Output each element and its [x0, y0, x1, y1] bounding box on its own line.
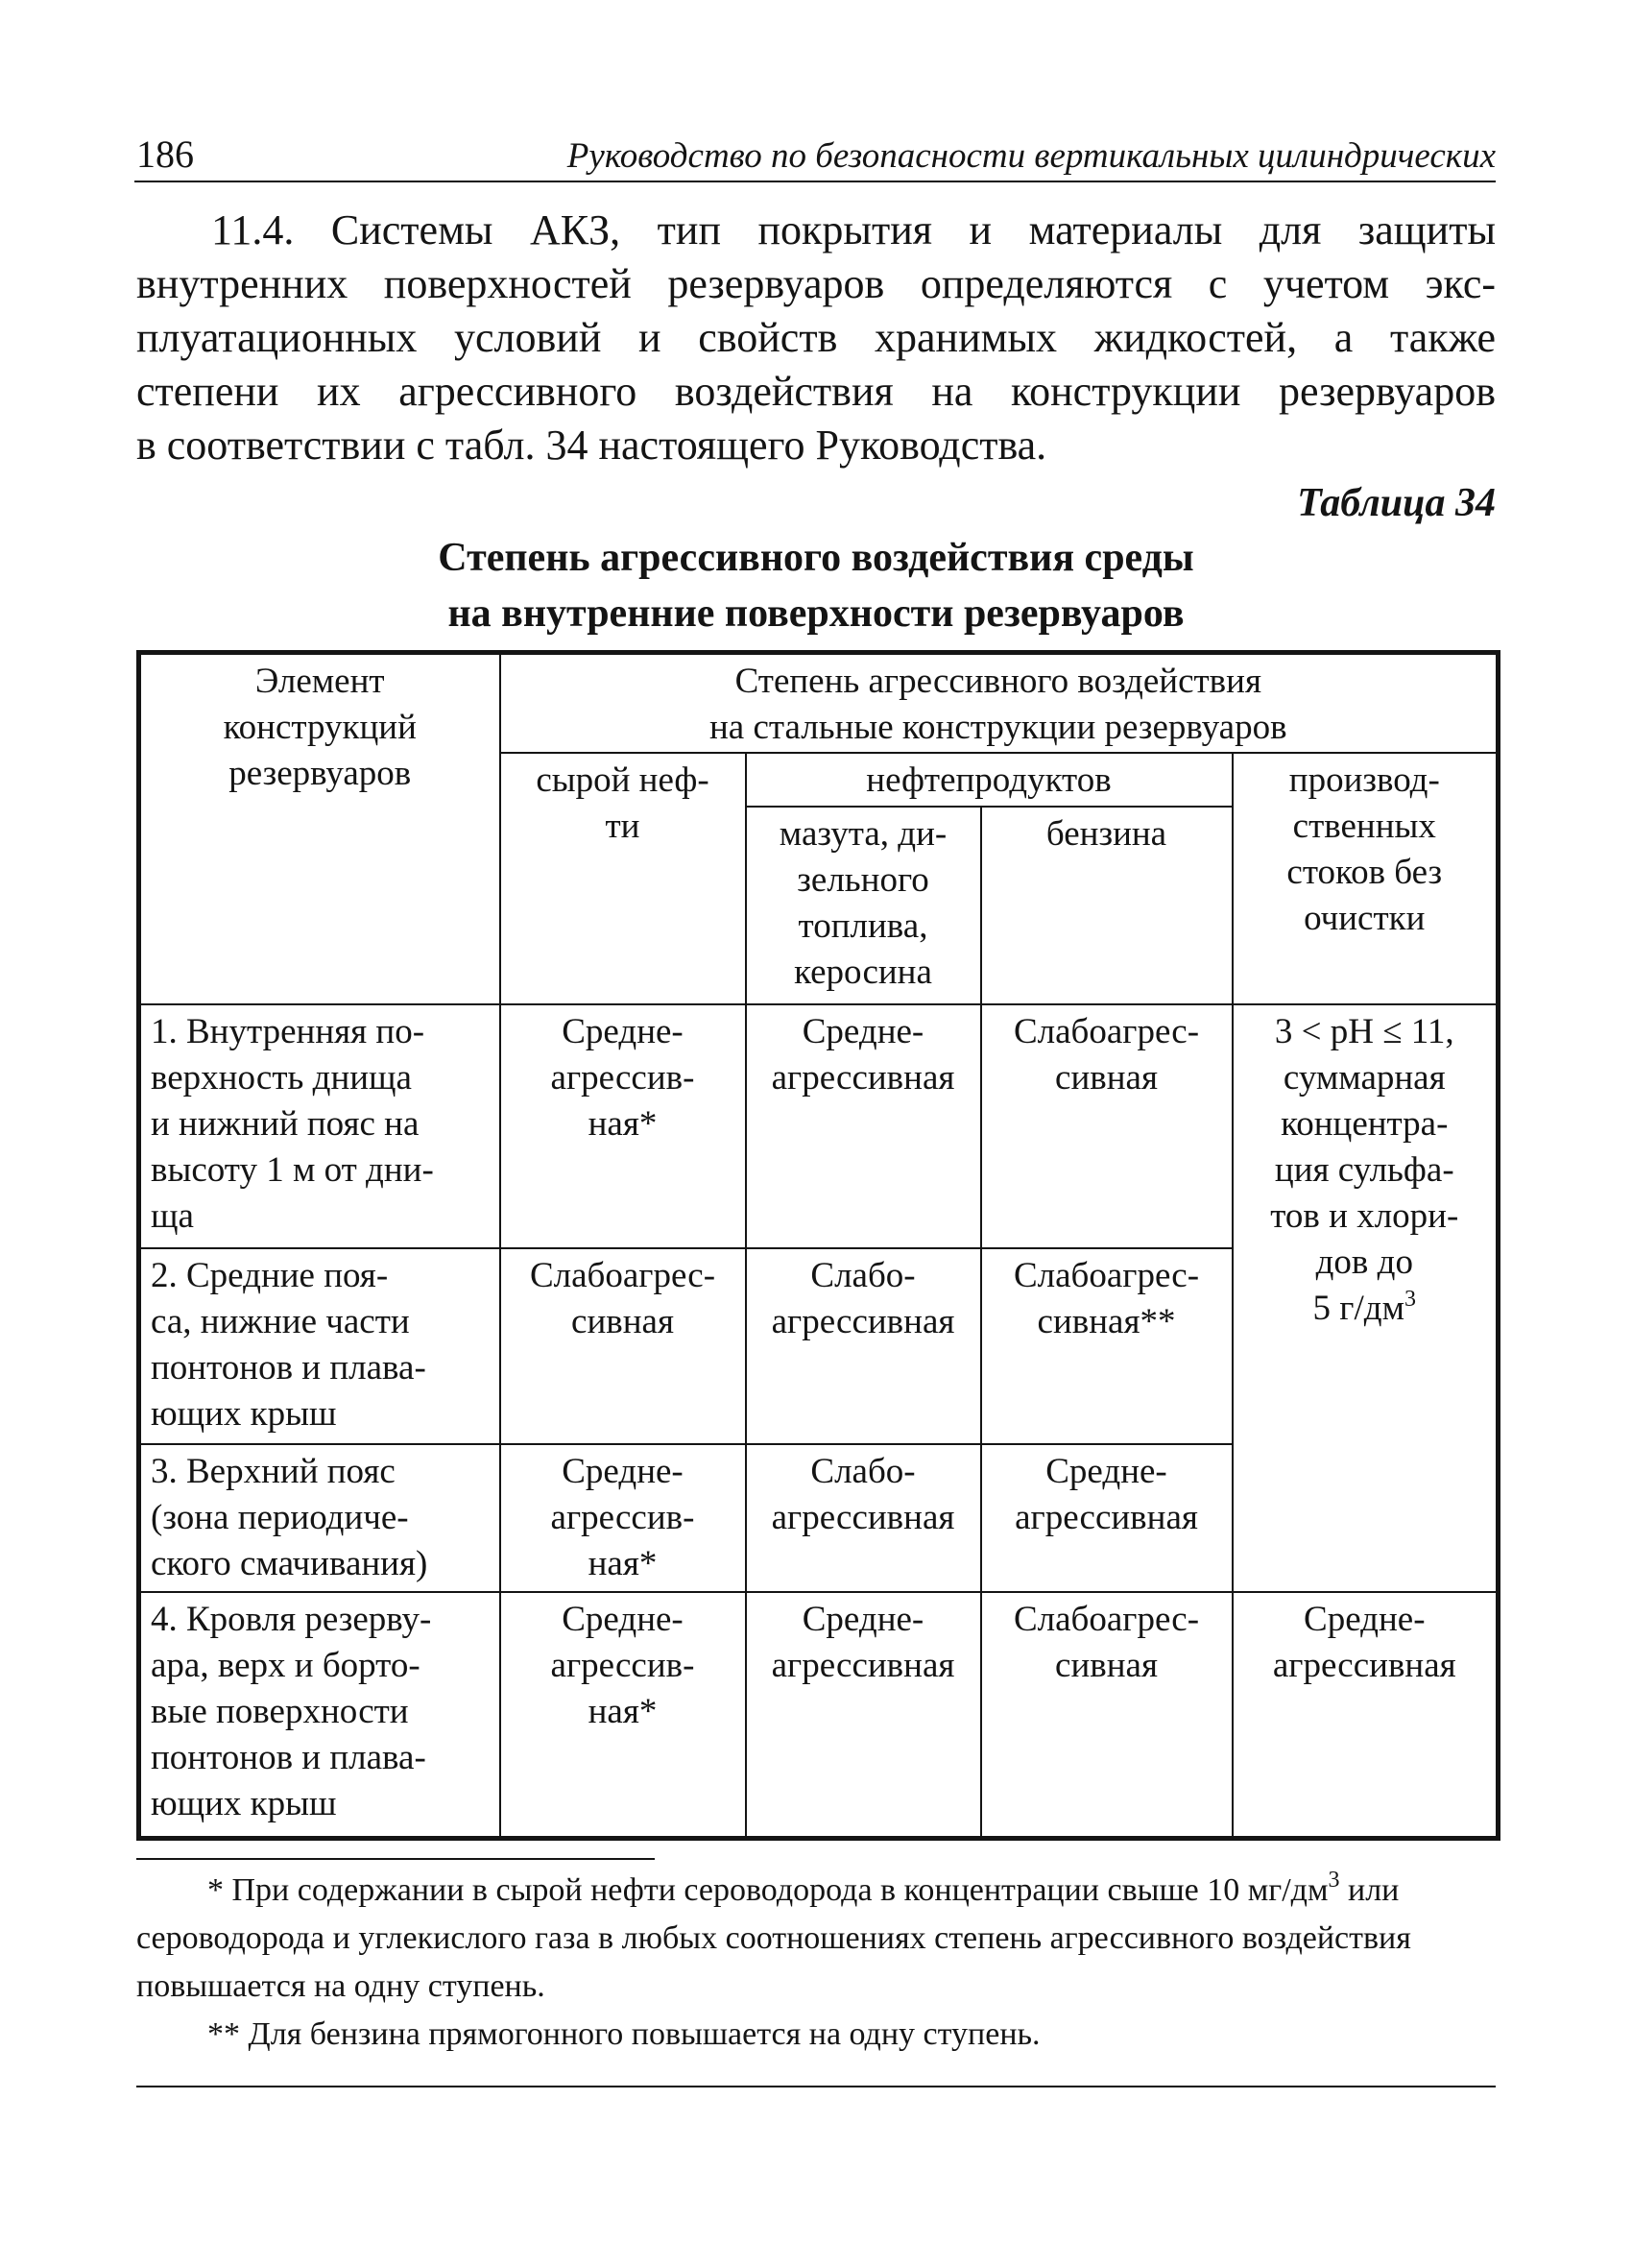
row-gasoline: Средне- агрессивная — [981, 1444, 1233, 1592]
row-wastewater-merged: 3 < pH ≤ 11, суммарная концентра- ция сульфа- тов и хлори- дов до 5 $г/дм^3$ — [1233, 1004, 1499, 1592]
header-wastewater: производ- ственных стоков без очистки — [1233, 753, 1499, 1004]
bottom-rule — [136, 2086, 1496, 2087]
table-row — [139, 1004, 1499, 1248]
row-element: 2. Средние поя- са, нижние части понтонов и плава- ющих крыш — [139, 1248, 500, 1444]
running-header — [134, 133, 1496, 182]
page-number: 186 — [136, 133, 194, 176]
table-row — [139, 1592, 1499, 1838]
row-mazut: Средне- агрессивная — [746, 1004, 981, 1248]
paragraph-line: плуатационных условий и свойств хранимых жидкостей, а также — [136, 314, 1496, 361]
table-number: Таблица 34 — [1297, 481, 1496, 525]
row-crude: Средне- агрессив- ная* — [500, 1004, 746, 1248]
aggressiveness-table — [136, 650, 1500, 1841]
row-wastewater: Средне- агрессивная — [1233, 1592, 1499, 1838]
header-mazut: мазута, ди- зельного топлива, керосина — [746, 807, 981, 1004]
paragraph-line: 11.4. Системы АКЗ, тип покрытия и материалы для защиты — [211, 206, 1496, 253]
row-element: 1. Внутренняя по- верхность днища и нижний пояс на высоту 1 м от дни- ща — [139, 1004, 500, 1248]
paragraph-line: в соответствии с табл. 34 настоящего Руководства. — [136, 422, 1047, 469]
header-crude-oil: сырой неф- ти — [500, 753, 746, 1004]
footnote-1: * При содержании в сырой нефти сероводорода в концентрации свыше 10 $мг/дм^3$ или — [207, 1868, 1400, 1908]
footnote-1-line-2: сероводорода и углекислого газа в любых соотношениях степень агрессивного воздействия — [136, 1920, 1411, 1956]
footnote-1-line-3: повышается на одну ступень. — [136, 1968, 545, 2004]
table-title-line: на внутренние поверхности резервуаров — [447, 591, 1185, 636]
row-crude: Средне- агрессив- ная* — [500, 1592, 746, 1838]
row-mazut: Слабо- агрессивная — [746, 1444, 981, 1592]
row-mazut: Средне- агрессивная — [746, 1592, 981, 1838]
row-gasoline: Слабоагрес- сивная** — [981, 1248, 1233, 1444]
paragraph-line: внутренних поверхностей резервуаров определяются с учетом экс- — [136, 260, 1496, 307]
row-element: 3. Верхний пояс (зона периодиче- ского смачивания) — [139, 1444, 500, 1592]
footnote-2: ** Для бензина прямогонного повышается на одну ступень. — [207, 2016, 1041, 2052]
header-element: Элемент конструкций резервуаров — [139, 653, 500, 1004]
table-title-line: Степень агрессивного воздействия среды — [438, 536, 1194, 580]
table-title — [136, 530, 1496, 641]
row-crude: Средне- агрессив- ная* — [500, 1444, 746, 1592]
footnote-rule — [136, 1858, 655, 1860]
row-gasoline: Слабоагрес- сивная — [981, 1004, 1233, 1248]
row-mazut: Слабо- агрессивная — [746, 1248, 981, 1444]
row-crude: Слабоагрес- сивная — [500, 1248, 746, 1444]
footnotes — [136, 1867, 1496, 2059]
running-title: Руководство по безопасности вертикальных цилиндрических — [566, 136, 1496, 176]
header-degree: Степень агрессивного воздействия на стальные конструкции резервуаров — [500, 653, 1499, 753]
row-gasoline: Слабоагрес- сивная — [981, 1592, 1233, 1838]
paragraph-line: степени их агрессивного воздействия на конструкции резервуаров — [136, 368, 1496, 415]
header-gasoline: бензина — [981, 807, 1233, 1004]
section-paragraph — [136, 204, 1496, 472]
header-oil-products: нефтепродуктов — [746, 753, 1233, 807]
row-element: 4. Кровля резерву- ара, верх и борто- вые поверхности понтонов и плава- ющих крыш — [139, 1592, 500, 1838]
